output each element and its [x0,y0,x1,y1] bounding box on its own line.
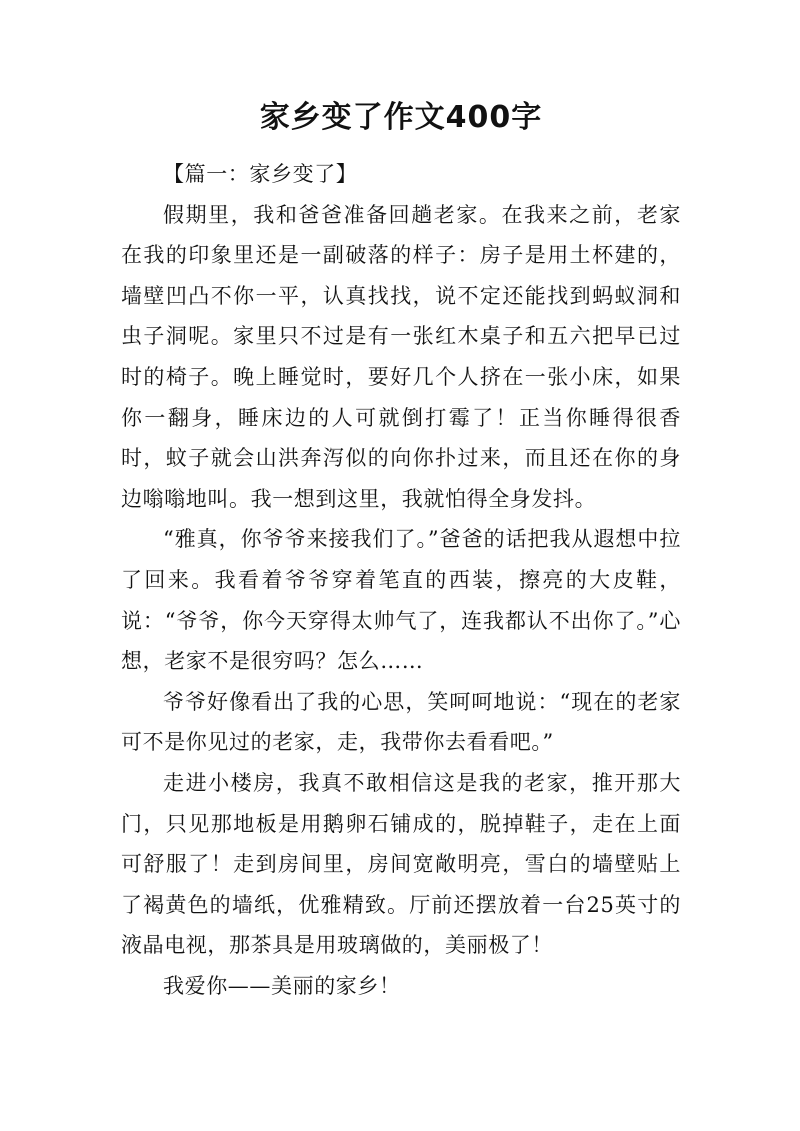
document-body [121,154,681,1006]
section-heading: 【篇一：家乡变了】 [163,162,358,186]
paragraph: 我爱你——美丽的家乡！ [163,973,401,998]
paragraph: “雅真，你爷爷来接我们了。”爸爸的话把我从遐想中拉了回来。我看着爷爷穿着笔直的西装，擦亮的大皮鞋，说：“爷爷，你今天穿得太帅气了，连我都认不出你了。”心想，老家不是很穷吗？怎么…… [121,527,681,674]
paragraph: 走进小楼房，我真不敢相信这是我的老家，推开那大门，只见那地板是用鹅卵石铺成的，脱掉鞋子，走在上面可舒服了！走到房间里，房间宽敞明亮，雪白的墙壁贴上了褐黄色的墙纸，优雅精致。厅前还摆放着一台25英寸的液晶电视，那茶具是用玻璃做的，美丽极了！ [121,770,681,958]
paragraph: 假期里，我和爸爸准备回趟老家。在我来之前，老家在我的印象里还是一副破落的样子：房子是用土杯建的，墙壁凹凸不你一平，认真找找，说不定还能找到蚂蚁洞和虫子洞呢。家里只不过是有一张红木桌子和五六把早已过时的椅子。晚上睡觉时，要好几个人挤在一张小床，如果你一翻身，睡床边的人可就倒打霉了！正当你睡得很香时，蚊子就会山洪奔泻似的向你扑过来，而且还在你的身边嗡嗡地叫。我一想到这里，我就怕得全身发抖。 [121,202,681,511]
paragraph: 爷爷好像看出了我的心思，笑呵呵地说：“现在的老家可不是你见过的老家，走，我带你去看看吧。” [121,689,681,755]
document-title: 家乡变了作文400字 [259,100,543,135]
